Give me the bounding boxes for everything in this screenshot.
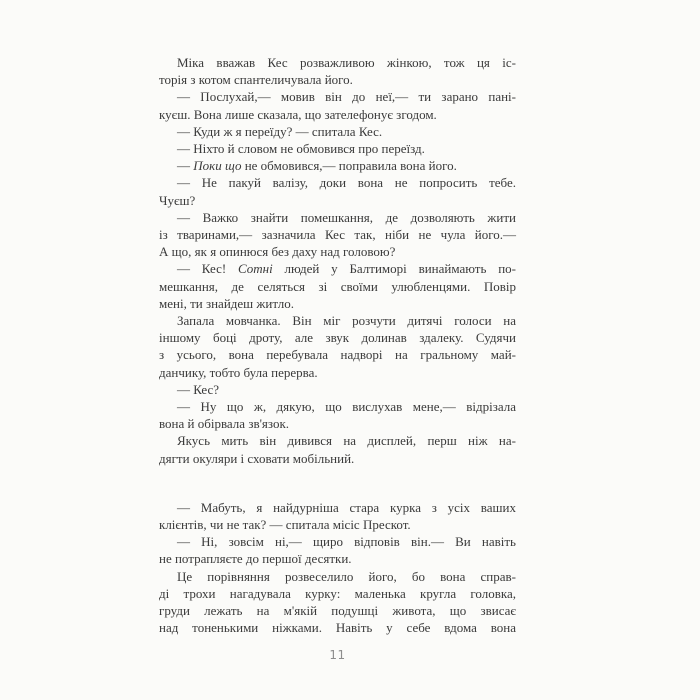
text-line: куєш. Вона лише сказала, що зателефонує згодом. <box>159 106 437 122</box>
text-line: — Ніхто й словом не обмовився про переїзд. <box>177 141 425 157</box>
text-line: Якусь мить він дивився на дисплей, перш ніж на- <box>177 433 516 449</box>
text-line: А що, як я опинюся без даху над головою? <box>159 244 396 260</box>
text-block <box>159 54 516 637</box>
text-line: Запала мовчанка. Він міг розчути дитячі голоси на <box>177 313 516 329</box>
page-number: 11 <box>329 648 346 662</box>
text-line: — Куди ж я переїду? — спитала Кес. <box>177 123 383 139</box>
text-line: іншому боці дроту, але звук долинав здалеку. Судячи <box>159 330 516 346</box>
text-line: — Не пакуй валізу, доки вона не попросить тебе. <box>177 175 516 191</box>
text-line: — Мабуть, я найдурніша стара курка з усіх ваших <box>177 499 516 515</box>
text-line: Чуєш? <box>159 192 196 208</box>
text-line: — Кес! Сотні людей у Балтиморі винаймають по- <box>177 261 516 277</box>
text-line: — Кес? <box>177 381 220 397</box>
text-line: дягти окуляри і сховати мобільний. <box>159 450 355 466</box>
text-line: ді трохи нагадувала курку: маленька кругла головка, <box>159 585 516 601</box>
text-section <box>159 54 516 467</box>
text-line: Міка вважав Кес розважливою жінкою, тож ця іс- <box>177 55 516 70</box>
text-line: — Ну що ж, дякую, що вислухав мене,— відрізала <box>177 399 516 415</box>
text-line: Це порівняння розвеселило його, бо вона справ- <box>177 568 516 584</box>
text-line: — Ні, зовсім ні,— щиро відповів він.— Ви навіть <box>177 534 516 550</box>
text-line: з усього, вона перебувала надворі на гральному май- <box>159 347 516 363</box>
text-line: над тоненькими ніжками. Навіть у себе вдома вона <box>159 620 516 636</box>
italic-text: Сотні <box>237 261 273 277</box>
text-line: клієнтів, чи не так? — спитала місіс Прескот. <box>159 517 411 533</box>
text-line: мешкання, де селяться зі своїми улюбленцями. Повір <box>159 278 516 294</box>
text-line: — Поки що не обмовився,— поправила вона його. <box>177 158 457 174</box>
text-line: вона й обірвала зв'язок. <box>159 416 290 432</box>
italic-text: Поки що <box>193 158 242 174</box>
text-section <box>159 499 516 637</box>
text-line: груди лежать на м'якій подушці живота, що звисає <box>159 603 516 619</box>
text-line: із тваринами,— зазначила Кес так, ніби не чула його.— <box>159 227 516 243</box>
text-line: торія з котом спантеличувала його. <box>159 72 353 88</box>
text-line: данчику, тобто була перерва. <box>159 364 318 380</box>
text-line: — Важко знайти помешкання, де дозволяють жити <box>177 209 516 225</box>
text-line: не потрапляєте до першої десятки. <box>159 551 352 567</box>
text-line: — Послухай,— мовив він до неї,— ти зарано пані- <box>177 89 516 105</box>
text-line: мені, ти знайдеш житло. <box>159 295 294 311</box>
